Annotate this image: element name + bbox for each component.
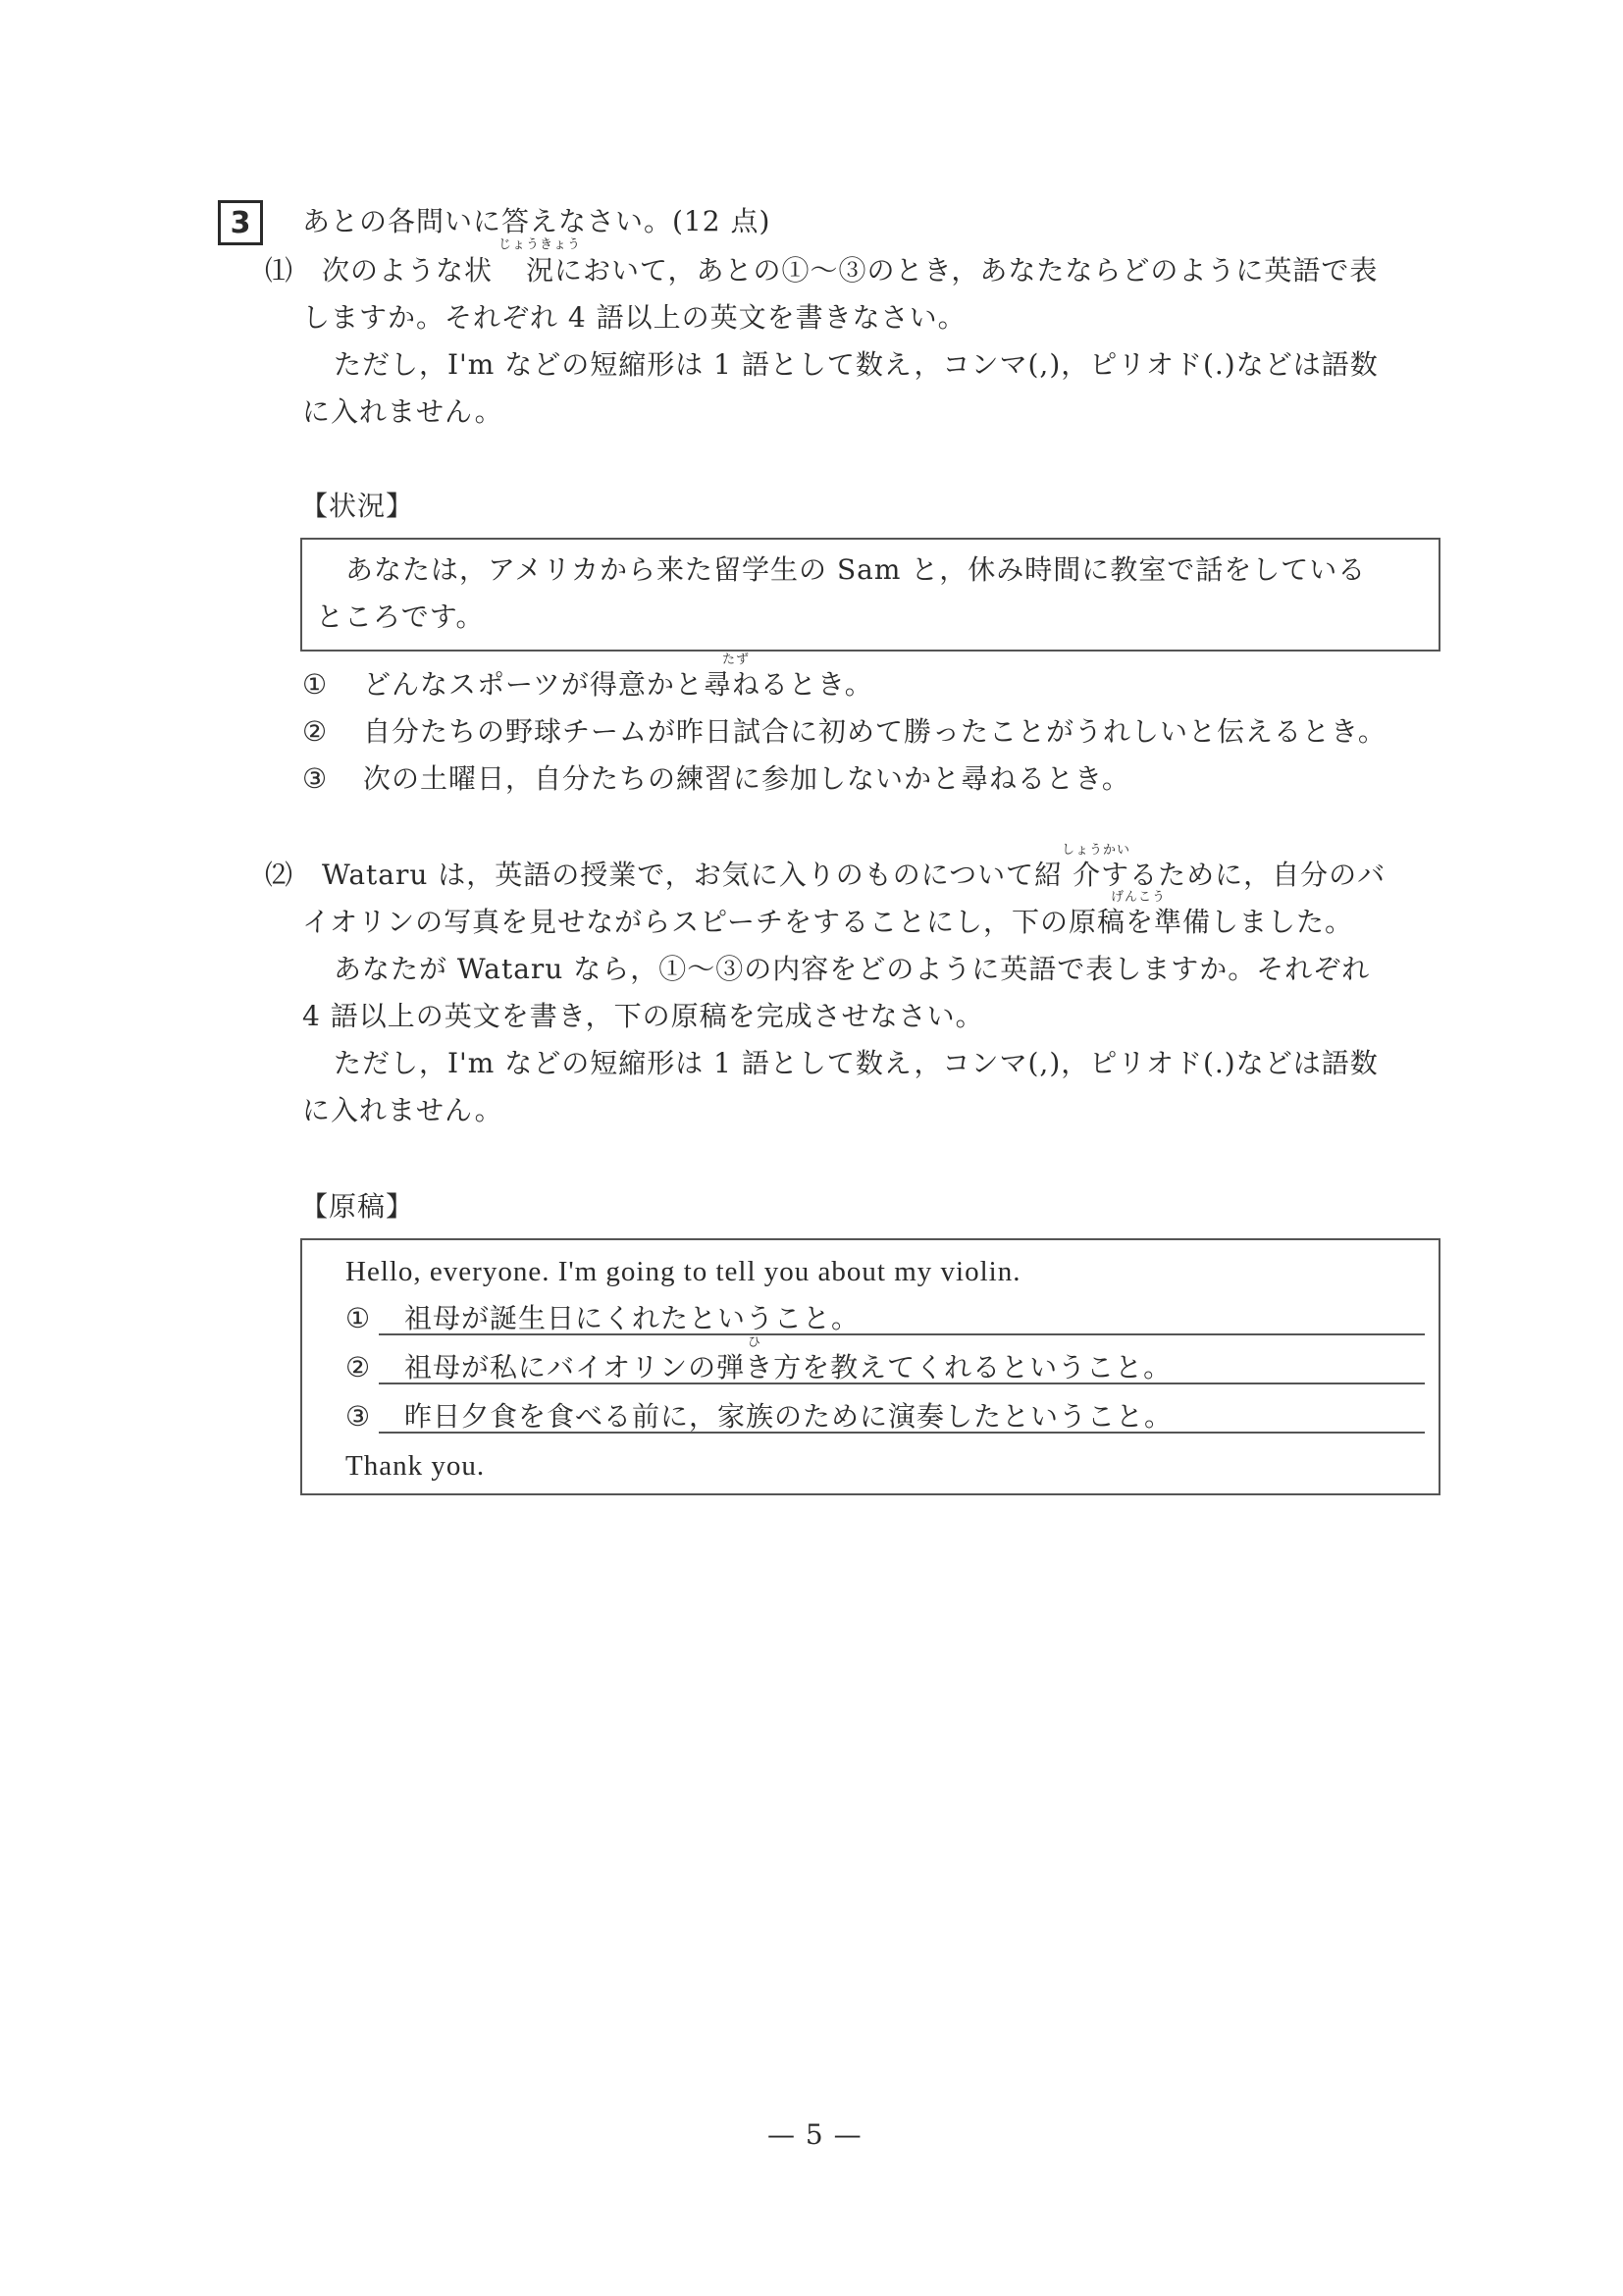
situation-line1: あなたは，アメリカから来た留学生の Sam と，休み時間に教室で話をしている xyxy=(345,553,1367,586)
situation-line2: ところです。 xyxy=(316,600,485,633)
draft2-text: 祖母が私にバイオリンの弾き方を教えてくれるということ。 xyxy=(404,1351,1173,1383)
draft2-underline xyxy=(379,1383,1425,1384)
page-number: — 5 — xyxy=(767,2118,863,2151)
part2-line1: ⑵ Wataru は，英語の授業で，お気に入りのものについて紹 介するために，自分のバ xyxy=(265,859,1387,891)
draft-label: 【原稿】 xyxy=(300,1190,415,1223)
ruby-shokai: しょうかい xyxy=(1062,843,1131,858)
draft3-number: ③ xyxy=(345,1400,372,1433)
part2-line5: ただし，I'm などの短縮形は 1 語として数え，コンマ(,)，ピリオド(.)などは語数 xyxy=(334,1047,1379,1079)
draft3-underline xyxy=(379,1432,1425,1434)
draft3-text: 昨日夕食を食べる前に，家族のために演奏したということ。 xyxy=(404,1400,1174,1433)
draft1-number: ① xyxy=(345,1302,372,1334)
draft2-number: ② xyxy=(345,1351,372,1383)
draft1-text: 祖母が誕生日にくれたということ。 xyxy=(404,1302,861,1334)
draft-outro: Thank you. xyxy=(345,1450,486,1482)
draft1-underline xyxy=(379,1333,1425,1335)
item3-text: 次の土曜日，自分たちの練習に参加しないかと尋ねるとき。 xyxy=(363,762,1130,795)
ruby-tazu: たず xyxy=(722,652,751,667)
item1-number: ① xyxy=(302,668,329,701)
item2-number: ② xyxy=(302,715,329,748)
part2-line3: あなたが Wataru なら，①～③の内容をどのように英語で表しますか。それぞれ xyxy=(334,953,1371,985)
question-number-box xyxy=(218,200,263,245)
situation-label: 【状況】 xyxy=(300,490,415,522)
item2-text: 自分たちの野球チームが昨日試合に初めて勝ったことがうれしいと伝えるとき。 xyxy=(363,715,1387,748)
part2-line6: に入れません。 xyxy=(302,1094,503,1126)
ruby-genko: げんこう xyxy=(1111,890,1167,905)
part1-line1-a: ⑴ 次のような状 xyxy=(265,254,494,287)
part1-line2: しますか。それぞれ 4 語以上の英文を書きなさい。 xyxy=(302,301,967,334)
item1-text: どんなスポーツが得意かと尋ねるとき。 xyxy=(363,668,873,701)
part1-line1-b: 況において，あとの①～③のとき，あなたならどのように英語で表 xyxy=(526,254,1379,287)
ruby-jokyo: じょうきょう xyxy=(498,237,582,252)
item3-number: ③ xyxy=(302,762,329,795)
part2-line2: イオリンの写真を見せながらスピーチをすることにし，下の原稿を準備しました。 xyxy=(302,906,1354,938)
question-number: 3 xyxy=(230,205,251,240)
part1-line3: ただし，I'm などの短縮形は 1 語として数え，コンマ(,)，ピリオド(.)などは語数 xyxy=(334,348,1379,381)
part1-line4: に入れません。 xyxy=(302,395,503,428)
question-header: あとの各問いに答えなさい。(12 点) xyxy=(302,205,771,237)
draft-intro: Hello, everyone. I'm going to tell you about my violin. xyxy=(345,1256,1021,1287)
ruby-hi: ひ xyxy=(748,1335,762,1350)
part2-line4: 4 語以上の英文を書き，下の原稿を完成させなさい。 xyxy=(302,1000,984,1032)
